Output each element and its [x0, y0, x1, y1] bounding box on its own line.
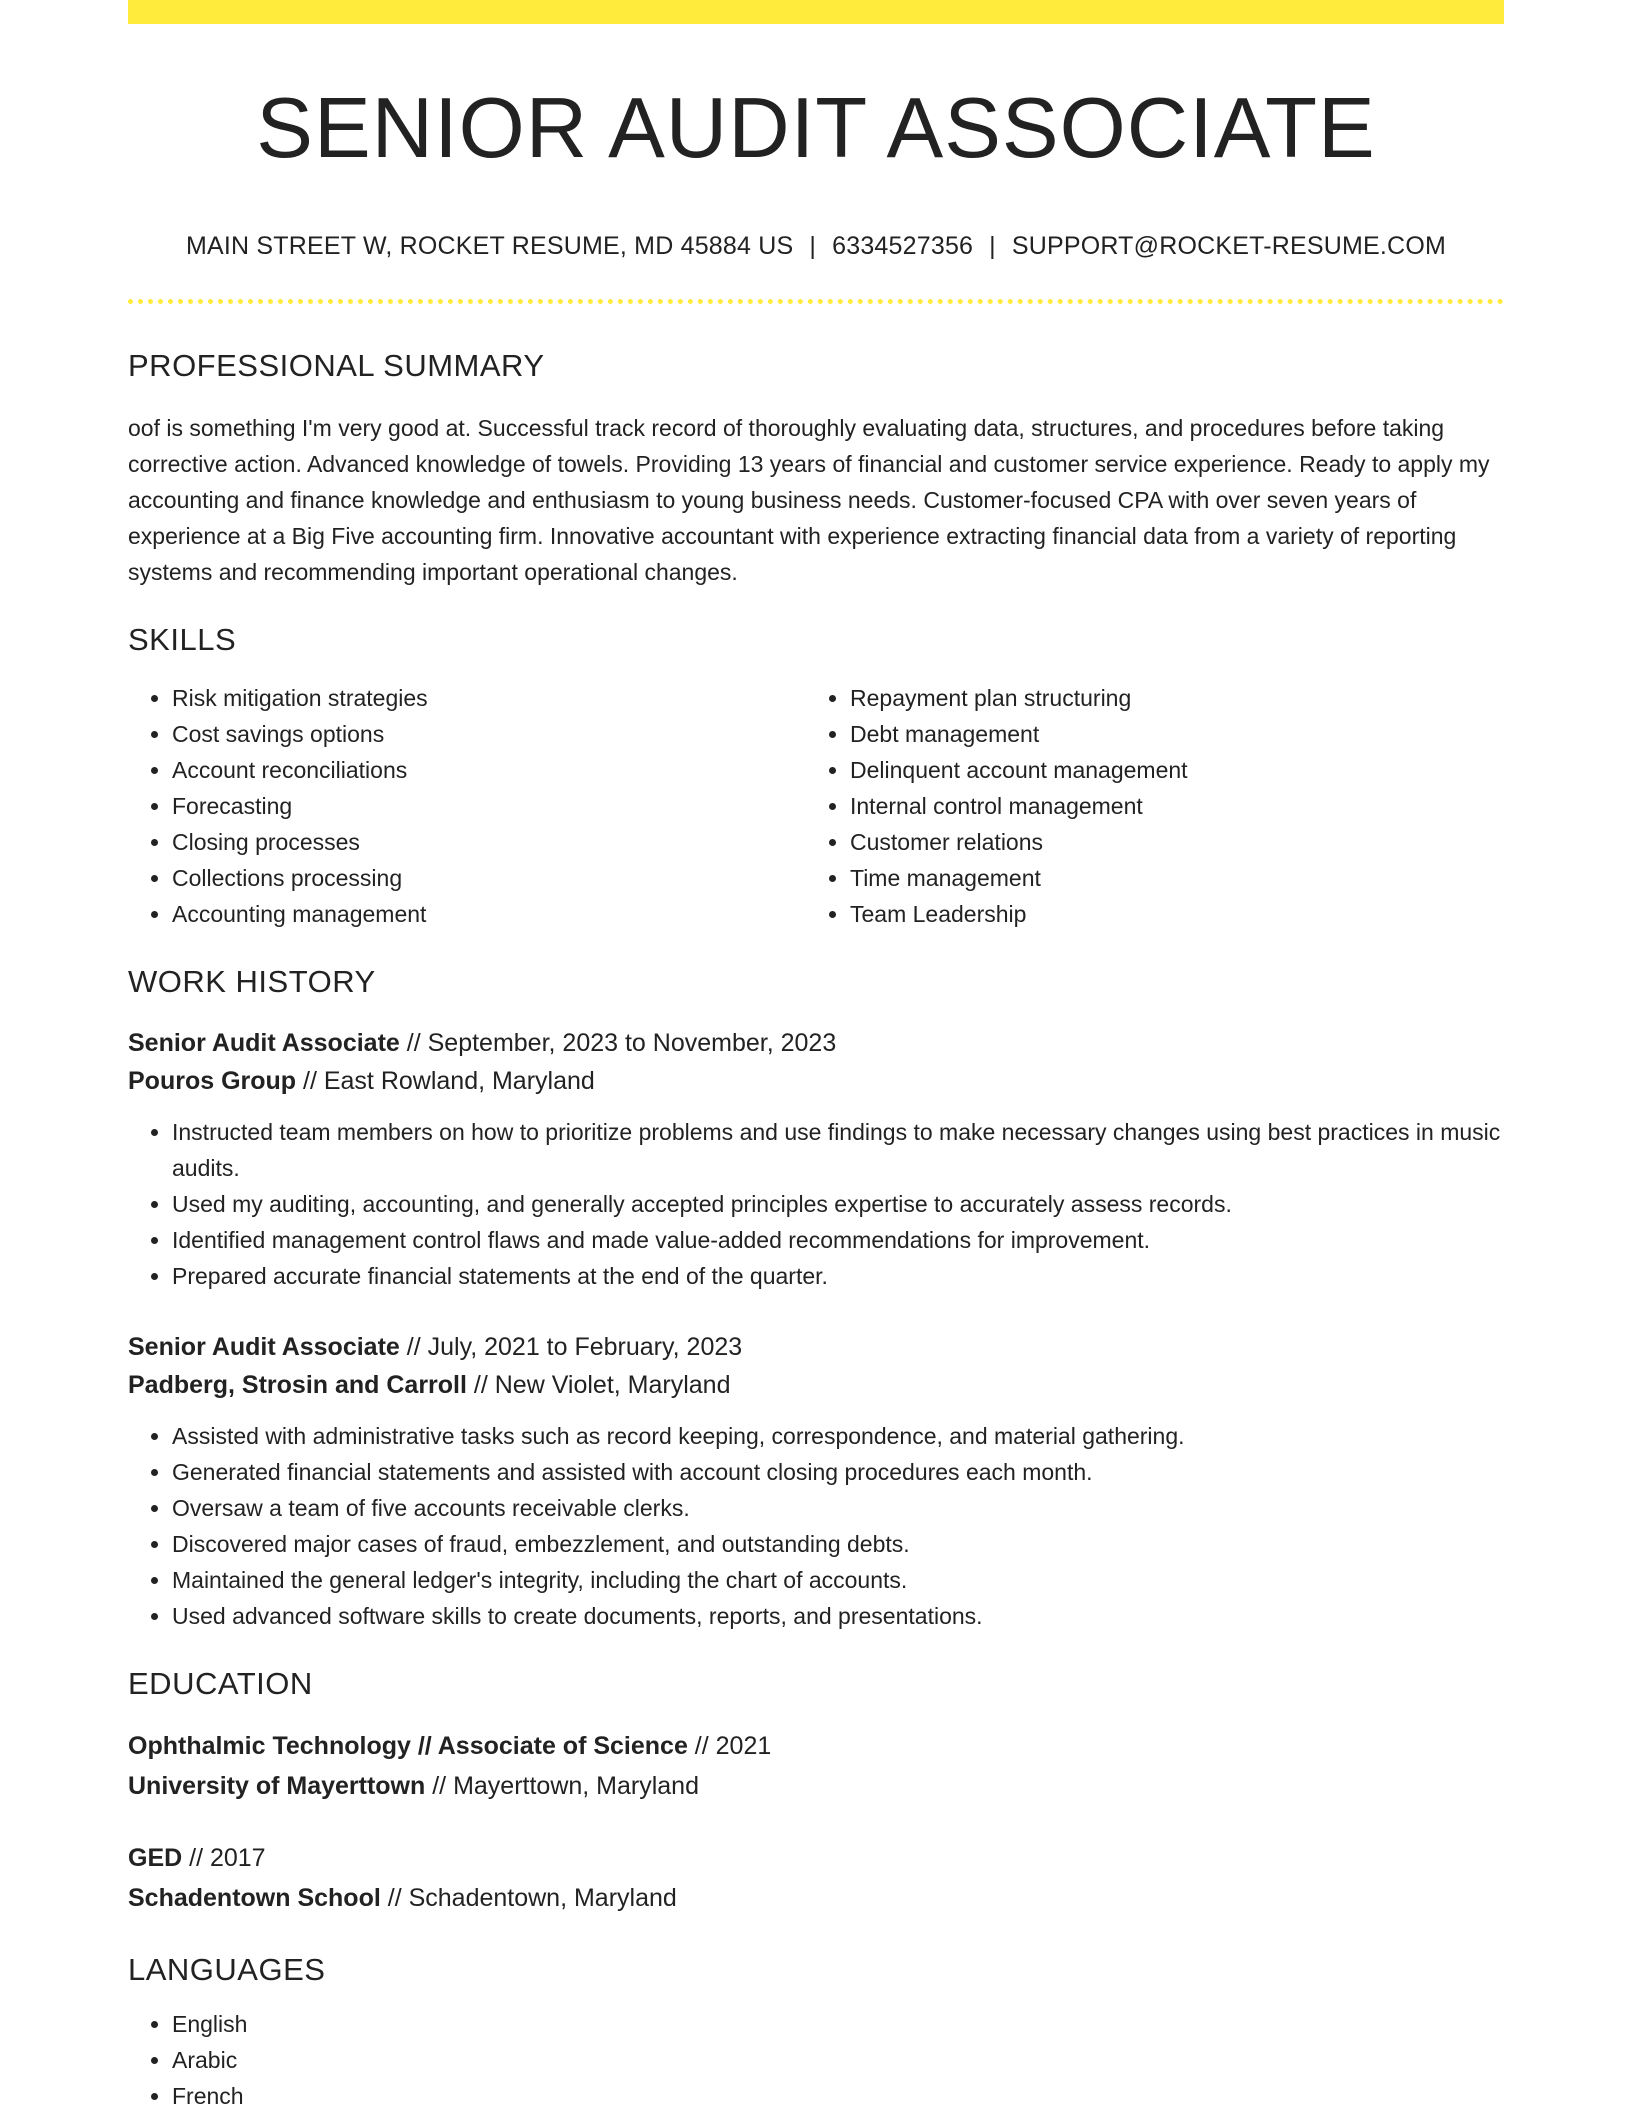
education-school: Schadentown School	[128, 1883, 381, 1912]
education-heading: EDUCATION	[128, 1665, 313, 1701]
skill-item: • Team Leadership	[850, 896, 1484, 932]
skill-item: • Delinquent account management	[850, 752, 1484, 788]
skill-item: • Accounting management	[172, 896, 806, 932]
education-year: // 2017	[182, 1843, 266, 1872]
language-item: • French	[172, 2078, 1504, 2114]
language-item: • Arabic	[172, 2042, 1504, 2078]
education-school: University of Mayerttown	[128, 1771, 426, 1800]
job-bullet: • Maintained the general ledger's integrity, including the chart of accounts.	[172, 1562, 1504, 1598]
job-bullet: • Instructed team members on how to prioritize problems and use findings to make necessary changes using best practices in music audits.	[172, 1114, 1504, 1186]
languages-list	[128, 2006, 1504, 2114]
skill-item: • Repayment plan structuring	[850, 680, 1484, 716]
job-company: Padberg, Strosin and Carroll	[128, 1370, 467, 1399]
contact-phone: 6334527356	[832, 231, 974, 260]
education-degree: GED	[128, 1843, 183, 1872]
job-bullets	[128, 1418, 1504, 1634]
job-bullet: • Discovered major cases of fraud, embezzlement, and outstanding debts.	[172, 1526, 1504, 1562]
skill-item: • Internal control management	[850, 788, 1484, 824]
job-bullet: • Prepared accurate financial statements at the end of the quarter.	[172, 1258, 1504, 1294]
contact-email: SUPPORT@ROCKET-RESUME.COM	[1011, 231, 1446, 260]
skills-heading: SKILLS	[128, 621, 237, 657]
job-bullet: • Generated financial statements and assisted with account closing procedures each month.	[172, 1454, 1504, 1490]
job-company: Pouros Group	[128, 1066, 297, 1095]
dotted-divider	[128, 299, 1504, 304]
job-location: // East Rowland, Maryland	[296, 1066, 595, 1095]
skill-item: • Time management	[850, 860, 1484, 896]
job-dates: // July, 2021 to February, 2023	[399, 1332, 743, 1361]
job-bullet: • Used advanced software skills to create documents, reports, and presentations.	[172, 1598, 1504, 1634]
skill-item: • Customer relations	[850, 824, 1484, 860]
contact-separator: |	[809, 231, 817, 260]
summary-heading: PROFESSIONAL SUMMARY	[128, 347, 545, 383]
resume-page	[128, 0, 1504, 2114]
education-entry	[128, 1838, 1504, 1918]
top-accent-bar	[128, 0, 1504, 24]
job-title: Senior Audit Associate	[128, 1332, 400, 1361]
summary-text: oof is something I'm very good at. Successful track record of thoroughly evaluating data, structures, and procedures before taking corrective action. Advanced knowledge of towels. Providing 13 years of financial and customer service experience. Ready to apply my accounting and finance knowledge and enthusiasm to young business needs. Customer-focused CPA with over seven years of experience at a Big Five accounting firm. Innovative accountant with experience extracting financial data from a variety of reporting systems and recommending important operational changes.	[128, 414, 1490, 585]
job-bullet: • Used my auditing, accounting, and generally accepted principles expertise to accurately assess records.	[172, 1186, 1504, 1222]
education-location: // Mayerttown, Maryland	[425, 1771, 699, 1800]
skill-item: • Account reconciliations	[172, 752, 806, 788]
skill-item: • Closing processes	[172, 824, 806, 860]
skill-item: • Collections processing	[172, 860, 806, 896]
job-title-line	[128, 1024, 1504, 1062]
skills-columns	[128, 680, 1504, 932]
job-bullet: • Assisted with administrative tasks such as record keeping, correspondence, and material gathering.	[172, 1418, 1504, 1454]
education-school-line	[128, 1878, 1504, 1918]
education-location: // Schadentown, Maryland	[380, 1883, 677, 1912]
skill-item: • Debt management	[850, 716, 1484, 752]
job-entry	[128, 1328, 1504, 1634]
contact-line	[128, 232, 1504, 261]
skills-list-left	[128, 680, 806, 932]
job-company-line	[128, 1062, 1504, 1100]
job-title-line	[128, 1328, 1504, 1366]
job-bullet: • Oversaw a team of five accounts receivable clerks.	[172, 1490, 1504, 1526]
skills-list-right	[806, 680, 1484, 932]
job-location: // New Violet, Maryland	[466, 1370, 731, 1399]
job-dates: // September, 2023 to November, 2023	[399, 1028, 837, 1057]
education-entry	[128, 1726, 1504, 1806]
resume-title: SENIOR AUDIT ASSOCIATE	[256, 81, 1376, 176]
skill-item: • Cost savings options	[172, 716, 806, 752]
language-item: • English	[172, 2006, 1504, 2042]
job-entry	[128, 1024, 1504, 1294]
contact-separator: |	[989, 231, 996, 260]
education-school-line	[128, 1766, 1504, 1806]
education-degree-line	[128, 1838, 1504, 1878]
job-title: Senior Audit Associate	[128, 1028, 400, 1057]
contact-address: MAIN STREET W, ROCKET RESUME, MD 45884 US	[185, 231, 794, 260]
education-degree-line	[128, 1726, 1504, 1766]
languages-heading: LANGUAGES	[128, 1951, 326, 1987]
job-company-line	[128, 1366, 1504, 1404]
skill-item: • Risk mitigation strategies	[172, 680, 806, 716]
skill-item: • Forecasting	[172, 788, 806, 824]
education-degree: Ophthalmic Technology // Associate of Science	[128, 1731, 688, 1760]
job-bullets	[128, 1114, 1504, 1294]
education-year: // 2021	[687, 1731, 772, 1760]
work-history-heading: WORK HISTORY	[128, 963, 376, 999]
job-bullet: • Identified management control flaws and made value-added recommendations for improvement.	[172, 1222, 1504, 1258]
